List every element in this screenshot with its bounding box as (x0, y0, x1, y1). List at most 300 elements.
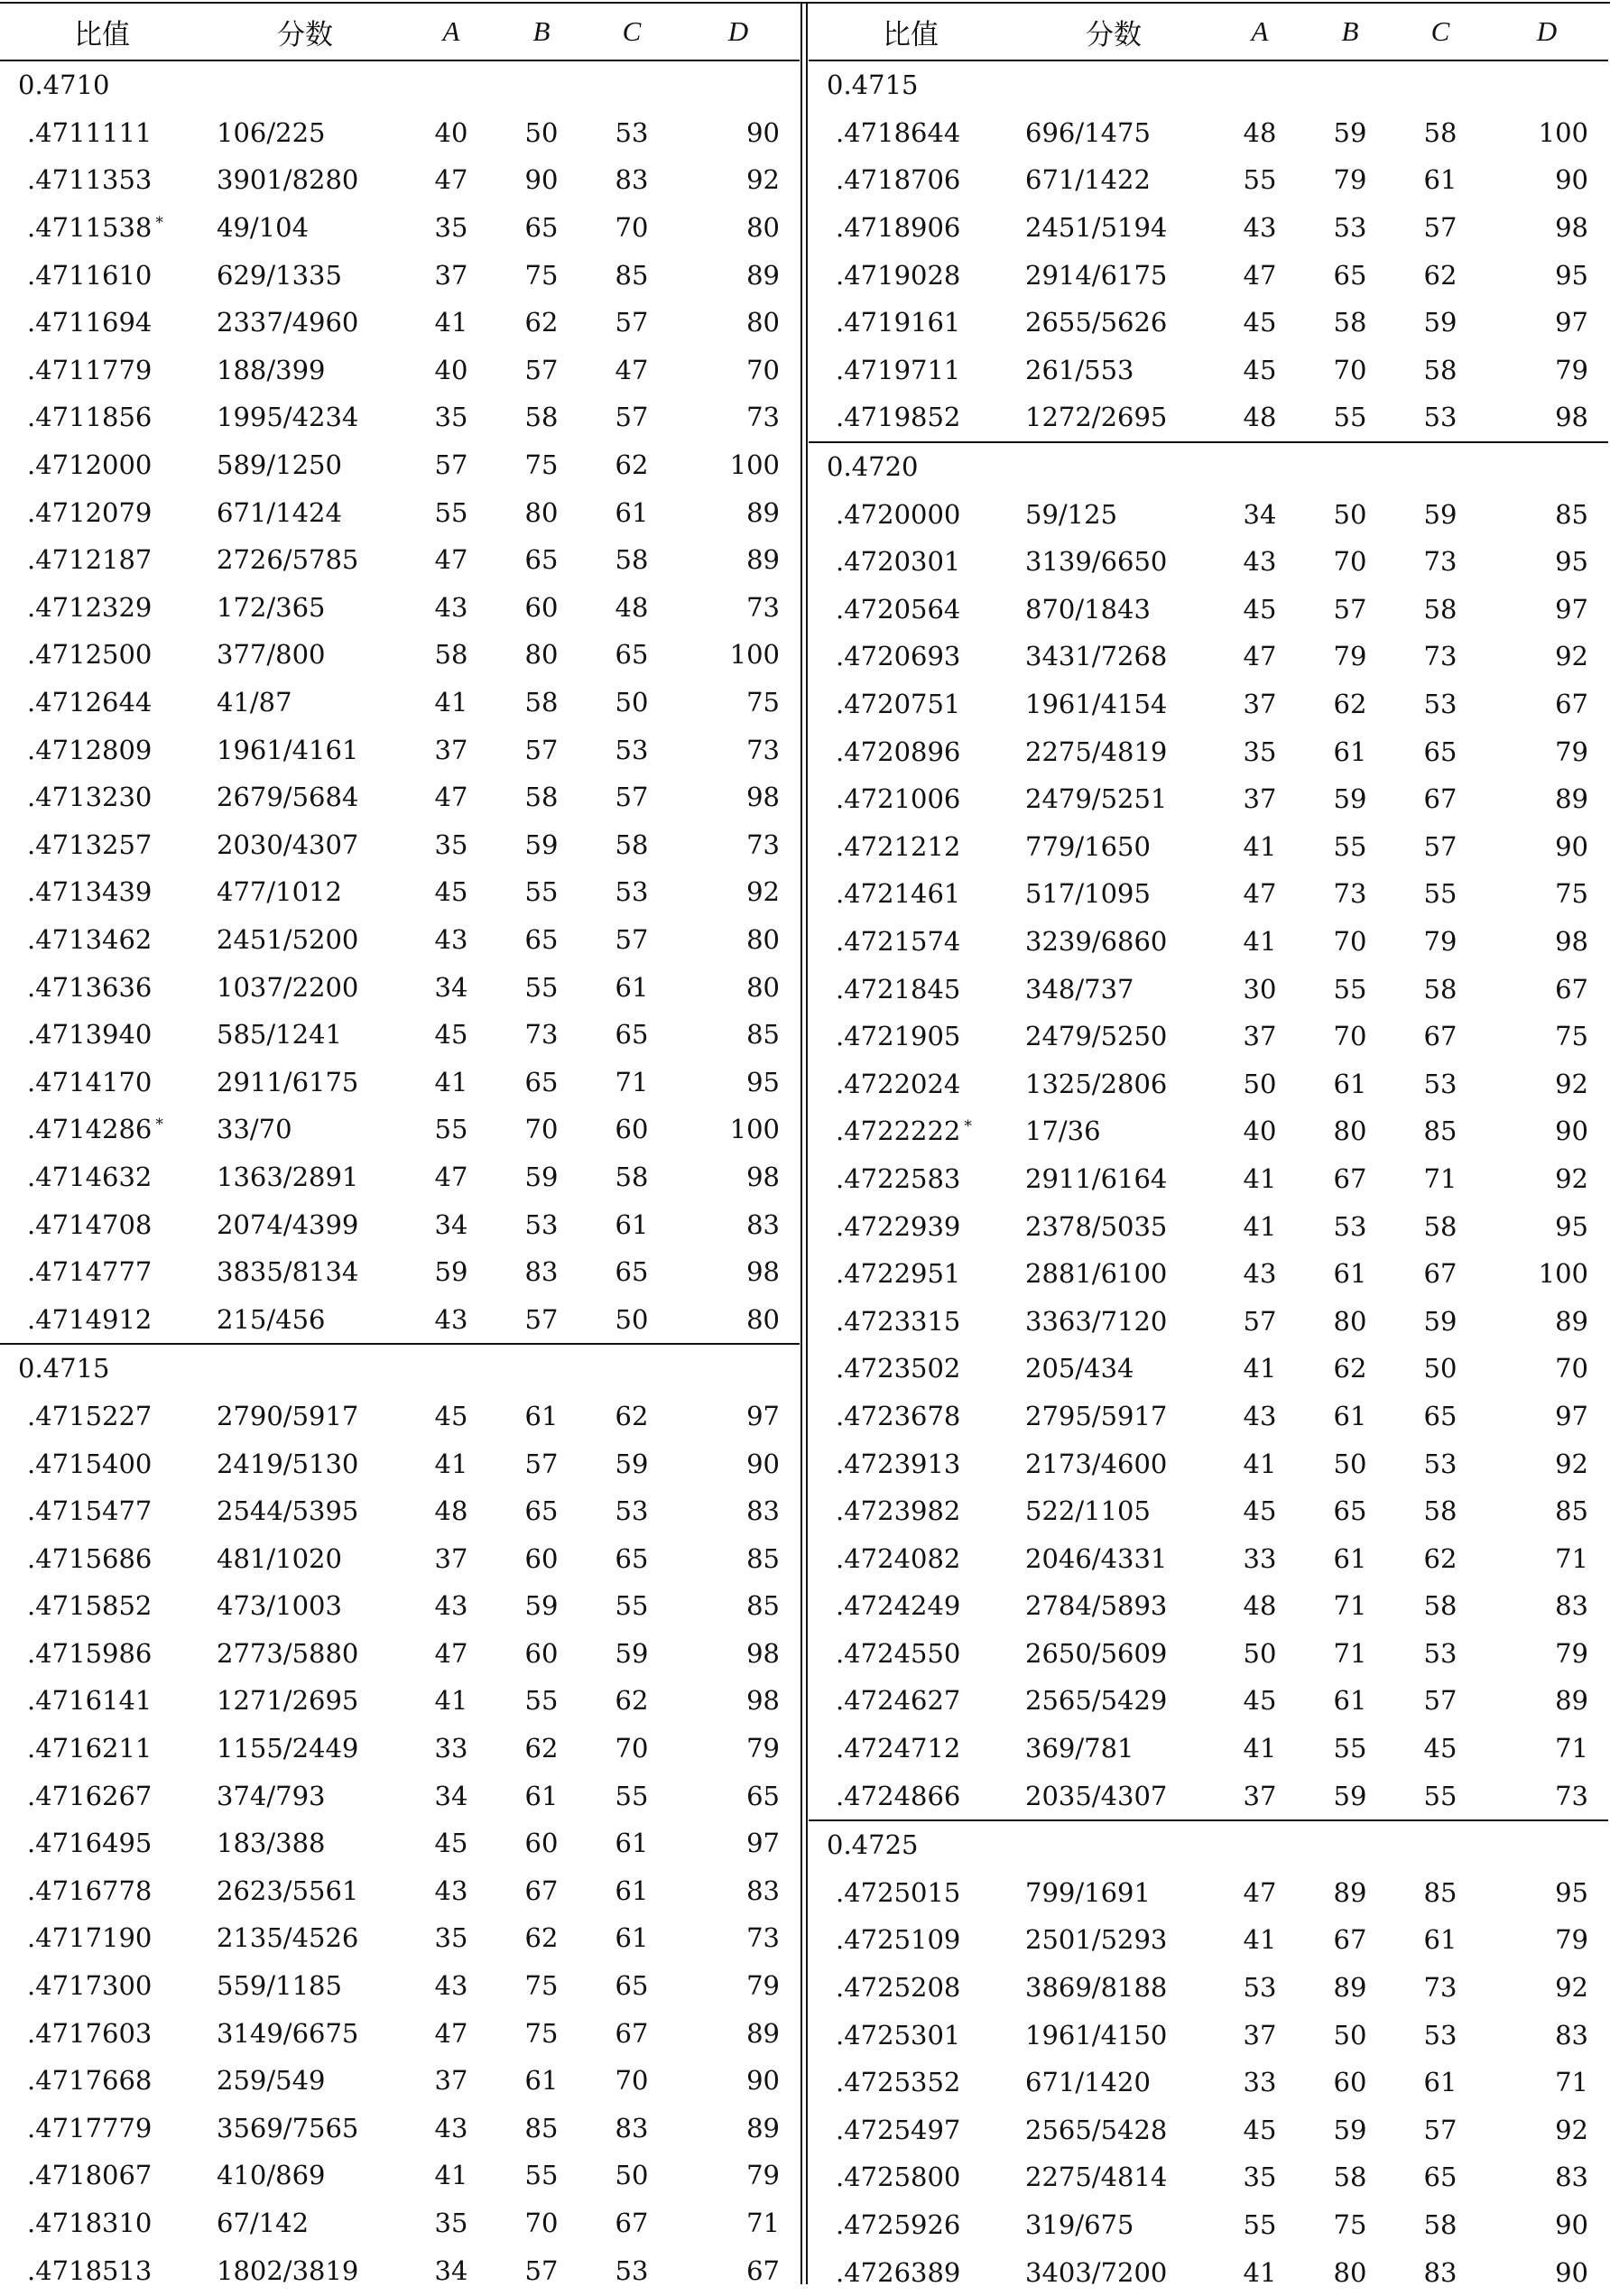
a-cell: 43 (434, 1875, 468, 1906)
b-cell: 50 (1333, 1448, 1367, 1479)
c-cell: 67 (1423, 783, 1457, 815)
ratio-value: .4720301 (836, 546, 961, 578)
ratio-cell (0, 347, 204, 394)
table-row (0, 156, 800, 204)
ratio-value: .4723502 (836, 1353, 961, 1384)
table-row (0, 2009, 800, 2057)
group-header-row (0, 60, 800, 109)
c-cell: 65 (615, 639, 649, 671)
table-row (809, 1107, 1608, 1155)
ratio-value: .4715852 (27, 1590, 153, 1622)
d-cell: 79 (1555, 736, 1588, 767)
header-d: D (1485, 4, 1608, 60)
table-row (809, 1630, 1608, 1678)
d-cell: 90 (746, 116, 780, 148)
ratio-cell (809, 1345, 1013, 1393)
ratio-value: .4718067 (27, 2160, 153, 2191)
ratio-cell (0, 2152, 204, 2199)
ratio-cell (0, 1200, 204, 1248)
c-cell: 62 (1423, 1542, 1457, 1574)
ratio-cell (0, 773, 204, 821)
a-cell: 47 (434, 2017, 468, 2049)
d-cell: 73 (746, 1922, 780, 1954)
c-cell: 59 (1423, 307, 1457, 338)
c-cell: 62 (615, 1685, 649, 1717)
header-row (0, 4, 800, 60)
table-row (0, 1058, 800, 1106)
d-cell: 73 (1555, 1780, 1588, 1811)
c-cell: 57 (615, 307, 649, 338)
table-row (809, 870, 1608, 918)
right-panel (809, 4, 1608, 2296)
a-cell: 45 (434, 1400, 468, 1431)
table-row (809, 2248, 1608, 2296)
table-row (0, 2105, 800, 2152)
ratio-cell (0, 204, 204, 252)
table-row (809, 347, 1608, 394)
ratio-cell (809, 538, 1013, 586)
ratio-value: .4721905 (836, 1021, 961, 1052)
fraction-cell: 205/434 (1025, 1353, 1134, 1384)
fraction-cell: 3139/6650 (1025, 546, 1168, 578)
c-cell: 65 (615, 1256, 649, 1288)
ratio-cell (809, 1582, 1013, 1630)
fraction-cell: 2881/6100 (1025, 1258, 1168, 1290)
fraction-cell: 473/1003 (217, 1590, 342, 1622)
table-row (809, 586, 1608, 634)
table-row (0, 393, 800, 441)
ratio-value: .4716141 (27, 1685, 153, 1717)
table-row (809, 1250, 1608, 1298)
c-cell: 58 (1423, 973, 1457, 1004)
group-label: 0.4715 (0, 1344, 800, 1393)
fraction-cell: 2911/6175 (217, 1066, 359, 1097)
fraction-cell: 2726/5785 (217, 544, 359, 576)
a-cell: 45 (1243, 593, 1277, 625)
c-cell: 53 (1423, 2019, 1457, 2051)
c-cell: 73 (1423, 1972, 1457, 2004)
a-cell: 58 (434, 639, 468, 671)
b-cell: 61 (1333, 1685, 1367, 1717)
table-row (0, 1914, 800, 1962)
b-cell: 80 (524, 496, 559, 528)
b-cell: 55 (524, 2160, 559, 2191)
a-cell: 41 (1243, 2256, 1277, 2288)
a-cell: 48 (1243, 402, 1277, 433)
ratio-value: .4725926 (836, 2209, 961, 2241)
c-cell: 85 (615, 259, 649, 291)
a-cell: 48 (1243, 116, 1277, 148)
table-row (0, 1106, 800, 1153)
ratio-value: .4714708 (27, 1208, 153, 1240)
group-header-row (0, 1344, 800, 1393)
ratio-value: .4714286 (27, 1114, 153, 1145)
ratio-value: .4718513 (27, 2254, 153, 2286)
b-cell: 55 (1333, 402, 1367, 433)
b-cell: 55 (1333, 973, 1367, 1004)
ratio-value: .4715986 (27, 1637, 153, 1669)
d-cell: 79 (746, 1733, 780, 1764)
ratio-cell (809, 1630, 1013, 1678)
d-cell: 83 (746, 1495, 780, 1527)
ratio-value: .4716778 (27, 1875, 153, 1906)
c-cell: 61 (615, 971, 649, 1003)
fraction-cell: 2773/5880 (217, 1637, 359, 1669)
fraction-cell: 1802/3819 (217, 2254, 359, 2286)
table-row (0, 963, 800, 1011)
b-cell: 55 (1333, 1733, 1367, 1764)
fraction-cell: 3901/8280 (217, 164, 359, 196)
d-cell: 98 (746, 782, 780, 813)
d-cell: 80 (746, 971, 780, 1003)
d-cell: 71 (1555, 1733, 1588, 1764)
b-cell: 90 (524, 164, 559, 196)
fraction-cell: 3431/7268 (1025, 641, 1168, 672)
table-row (0, 441, 800, 489)
c-cell: 53 (1423, 402, 1457, 433)
table-row (809, 1869, 1608, 1917)
table-row (809, 490, 1608, 538)
fraction-cell: 671/1420 (1025, 2067, 1151, 2098)
d-cell: 97 (1555, 307, 1588, 338)
fraction-cell: 1272/2695 (1025, 402, 1168, 433)
table-row (0, 1582, 800, 1630)
c-cell: 70 (615, 212, 649, 244)
ratio-cell (809, 1725, 1013, 1773)
fraction-cell: 3869/8188 (1025, 1972, 1168, 2004)
d-cell: 92 (1555, 2114, 1588, 2145)
table-row (809, 1534, 1608, 1582)
b-cell: 57 (524, 734, 559, 765)
fraction-cell: 585/1241 (217, 1019, 342, 1051)
d-cell: 85 (746, 1590, 780, 1622)
table-row (809, 2011, 1608, 2059)
d-cell: 71 (1555, 1542, 1588, 1574)
d-cell: 80 (746, 1303, 780, 1335)
d-cell: 90 (1555, 2256, 1588, 2288)
header-fraction: 分数 (204, 4, 406, 60)
a-cell: 45 (434, 1019, 468, 1051)
a-cell: 41 (1243, 1733, 1277, 1764)
ratio-cell (0, 1819, 204, 1867)
fraction-cell: 2337/4960 (217, 307, 359, 338)
fraction-cell: 1961/4150 (1025, 2019, 1168, 2051)
group-header-row (809, 1820, 1608, 1869)
ratio-value: .4711779 (27, 354, 153, 385)
d-cell: 95 (746, 1066, 780, 1097)
table-row (809, 109, 1608, 157)
b-cell: 73 (1333, 878, 1367, 910)
b-cell: 57 (524, 1448, 559, 1479)
ratio-cell (0, 2199, 204, 2247)
c-cell: 57 (1423, 2114, 1457, 2145)
c-cell: 73 (1423, 546, 1457, 578)
a-cell: 33 (434, 1733, 468, 1764)
table-row (0, 2199, 800, 2247)
fraction-cell: 2275/4814 (1025, 2162, 1168, 2193)
ratio-value: .4713257 (27, 829, 153, 860)
d-cell: 80 (746, 212, 780, 244)
c-cell: 62 (1423, 259, 1457, 291)
d-cell: 83 (1555, 2019, 1588, 2051)
table-row (0, 1630, 800, 1678)
a-cell: 55 (1243, 164, 1277, 196)
c-cell: 62 (615, 1400, 649, 1431)
a-cell: 35 (434, 829, 468, 860)
a-cell: 41 (434, 307, 468, 338)
ratio-cell (0, 1582, 204, 1630)
fraction-cell: 3149/6675 (217, 2017, 359, 2049)
c-cell: 85 (1423, 1116, 1457, 1147)
left-panel (0, 4, 800, 2294)
ratio-value: .4714912 (27, 1303, 153, 1335)
ratio-value: .4716211 (27, 1733, 153, 1764)
b-cell: 65 (524, 1495, 559, 1527)
fraction-cell: 172/365 (217, 591, 326, 623)
ratio-value: .4714777 (27, 1256, 153, 1288)
table-row (809, 1677, 1608, 1725)
d-cell: 92 (746, 876, 780, 908)
c-cell: 67 (1423, 1258, 1457, 1290)
ratio-value: .4717190 (27, 1922, 153, 1954)
d-cell: 71 (746, 2208, 780, 2239)
fraction-cell: 2655/5626 (1025, 307, 1168, 338)
a-cell: 37 (1243, 689, 1277, 720)
fraction-cell: 369/781 (1025, 1733, 1134, 1764)
fraction-cell: 1271/2695 (217, 1685, 359, 1717)
a-cell: 47 (1243, 1876, 1277, 1908)
group-label: 0.4720 (809, 442, 1608, 491)
ratio-value: .4711856 (27, 402, 153, 433)
c-cell: 65 (615, 1970, 649, 2002)
table-row (809, 965, 1608, 1013)
a-cell: 47 (1243, 878, 1277, 910)
d-cell: 67 (1555, 973, 1588, 1004)
d-cell: 89 (746, 496, 780, 528)
fraction-cell: 2914/6175 (1025, 259, 1168, 291)
ratio-value: .4720693 (836, 641, 961, 672)
d-cell: 85 (1555, 498, 1588, 530)
d-cell: 100 (1538, 1258, 1588, 1290)
b-cell: 70 (1333, 354, 1367, 385)
fraction-cell: 2173/4600 (1025, 1448, 1168, 1479)
d-cell: 95 (1555, 259, 1588, 291)
a-cell: 40 (434, 354, 468, 385)
c-cell: 62 (615, 449, 649, 481)
c-cell: 61 (1423, 2067, 1457, 2098)
b-cell: 59 (1333, 116, 1367, 148)
b-cell: 61 (524, 2065, 559, 2097)
d-cell: 98 (746, 1637, 780, 1669)
ratio-value: .4720564 (836, 593, 961, 625)
fraction-cell: 2544/5395 (217, 1495, 359, 1527)
a-cell: 57 (1243, 1305, 1277, 1337)
ratio-cell (809, 1916, 1013, 1964)
ratio-cell (0, 2057, 204, 2105)
ratio-value: .4721461 (836, 878, 961, 910)
d-cell: 79 (1555, 1924, 1588, 1956)
ratio-cell (0, 299, 204, 347)
table-row (0, 488, 800, 536)
b-cell: 60 (524, 1637, 559, 1669)
a-cell: 40 (434, 116, 468, 148)
fraction-cell: 2030/4307 (217, 829, 359, 860)
d-cell: 70 (746, 354, 780, 385)
d-cell: 89 (746, 544, 780, 576)
a-cell: 35 (434, 1922, 468, 1954)
b-cell: 85 (524, 2112, 559, 2143)
ratio-value: .4719711 (836, 354, 961, 385)
ratio-cell (809, 1487, 1013, 1535)
d-cell: 85 (746, 1542, 780, 1574)
asterisk-mark: * (155, 214, 163, 233)
c-cell: 61 (615, 1875, 649, 1906)
ratio-value: .4717300 (27, 1970, 153, 2002)
b-cell: 79 (1333, 641, 1367, 672)
a-cell: 41 (1243, 1210, 1277, 1242)
fraction-cell: 799/1691 (1025, 1876, 1151, 1908)
b-cell: 62 (524, 1733, 559, 1764)
b-cell: 60 (524, 1828, 559, 1859)
table-row (0, 916, 800, 964)
fraction-cell: 481/1020 (217, 1542, 342, 1574)
ratio-cell (809, 1155, 1013, 1203)
d-cell: 83 (746, 1875, 780, 1906)
d-cell: 98 (1555, 212, 1588, 244)
table-row (0, 1248, 800, 1296)
ratio-cell (809, 2201, 1013, 2249)
table-row (0, 299, 800, 347)
table-row (0, 1153, 800, 1201)
b-cell: 70 (524, 2208, 559, 2239)
ratio-value: .4719852 (836, 402, 961, 433)
a-cell: 41 (1243, 830, 1277, 862)
table-row (809, 775, 1608, 823)
ratio-value: .4717603 (27, 2017, 153, 2049)
ratio-value: .4717779 (27, 2112, 153, 2143)
c-cell: 57 (1423, 830, 1457, 862)
ratio-cell (809, 204, 1013, 252)
fraction-cell: 2790/5917 (217, 1400, 359, 1431)
ratio-value: .4715227 (27, 1400, 153, 1431)
a-cell: 37 (434, 1542, 468, 1574)
a-cell: 43 (1243, 1400, 1277, 1431)
ratio-value: .4718644 (836, 116, 961, 148)
d-cell: 98 (746, 1256, 780, 1288)
group-label: 0.4725 (809, 1820, 1608, 1869)
fraction-cell: 2419/5130 (217, 1448, 359, 1479)
b-cell: 70 (1333, 546, 1367, 578)
d-cell: 79 (746, 1970, 780, 2002)
b-cell: 62 (1333, 1353, 1367, 1384)
ratio-cell (809, 870, 1013, 918)
table-row (0, 584, 800, 632)
d-cell: 75 (1555, 878, 1588, 910)
b-cell: 67 (524, 1875, 559, 1906)
ratio-cell (809, 2011, 1013, 2059)
ratio-cell (0, 1487, 204, 1535)
c-cell: 47 (615, 354, 649, 385)
b-cell: 62 (524, 307, 559, 338)
a-cell: 34 (434, 971, 468, 1003)
ratio-value: .4713230 (27, 782, 153, 813)
b-cell: 53 (524, 1208, 559, 1240)
ratio-value: .4723678 (836, 1400, 961, 1431)
ratio-cell (0, 1630, 204, 1678)
table-row (809, 1202, 1608, 1250)
d-cell: 67 (1555, 689, 1588, 720)
ratio-cell (0, 868, 204, 916)
b-cell: 61 (1333, 1068, 1367, 1099)
fraction-cell: 2565/5428 (1025, 2114, 1168, 2145)
a-cell: 33 (1243, 1542, 1277, 1574)
fraction-cell: 1037/2200 (217, 971, 359, 1003)
ratio-value: .4724550 (836, 1637, 961, 1669)
group-header-row (809, 60, 1608, 109)
ratio-value: .4725352 (836, 2067, 961, 2098)
b-cell: 80 (1333, 1305, 1367, 1337)
left-table-body (0, 60, 800, 2294)
ratio-value: .4713462 (27, 923, 153, 955)
table-row (0, 1962, 800, 2010)
b-cell: 71 (1333, 1637, 1367, 1669)
a-cell: 41 (434, 1448, 468, 1479)
d-cell: 71 (1555, 2067, 1588, 2098)
table-row (809, 918, 1608, 966)
d-cell: 75 (746, 687, 780, 718)
a-cell: 47 (1243, 259, 1277, 291)
ratio-cell (0, 1295, 204, 1344)
a-cell: 30 (1243, 973, 1277, 1004)
group-label: 0.4715 (827, 69, 919, 101)
table-row (809, 680, 1608, 728)
a-cell: 53 (1243, 1972, 1277, 2004)
ratio-value: .4711694 (27, 307, 153, 338)
table-row (0, 1393, 800, 1440)
ratio-cell (809, 633, 1013, 680)
a-cell: 37 (1243, 783, 1277, 815)
d-cell: 95 (1555, 1876, 1588, 1908)
fraction-cell: 261/553 (1025, 354, 1134, 385)
ratio-cell (0, 1534, 204, 1582)
table-row (0, 1819, 800, 1867)
ratio-cell (809, 680, 1013, 728)
header-ratio: 比值 (0, 4, 204, 60)
ratio-cell (0, 1058, 204, 1106)
table-row (809, 1772, 1608, 1820)
ratio-value: .4712500 (27, 639, 153, 671)
fraction-cell: 188/399 (217, 354, 326, 385)
d-cell: 98 (1555, 925, 1588, 957)
ratio-cell (0, 251, 204, 299)
c-cell: 53 (615, 116, 649, 148)
table-row (0, 2246, 800, 2294)
table-row (0, 1772, 800, 1819)
c-cell: 58 (615, 1161, 649, 1192)
a-cell: 43 (434, 591, 468, 623)
header-b: B (1305, 4, 1395, 60)
fraction-cell: 2650/5609 (1025, 1637, 1168, 1669)
a-cell: 37 (434, 2065, 468, 2097)
b-cell: 65 (524, 544, 559, 576)
table-row (0, 347, 800, 394)
ratio-cell (809, 393, 1013, 442)
b-cell: 67 (1333, 1924, 1367, 1956)
a-cell: 41 (434, 687, 468, 718)
a-cell: 43 (1243, 212, 1277, 244)
d-cell: 92 (1555, 641, 1588, 672)
fraction-cell: 2501/5293 (1025, 1924, 1168, 1956)
